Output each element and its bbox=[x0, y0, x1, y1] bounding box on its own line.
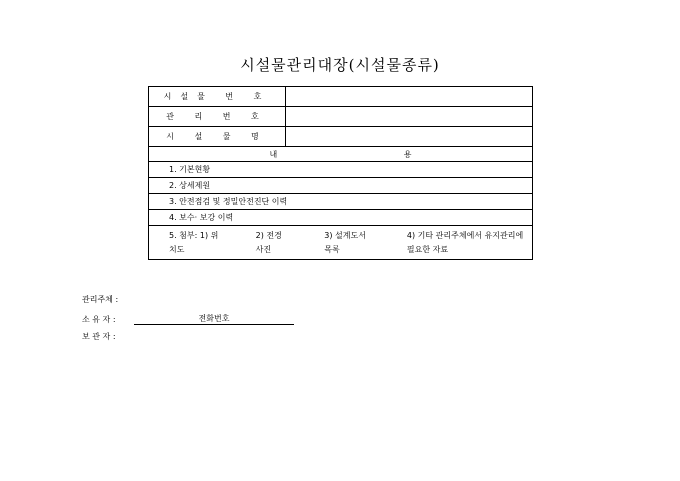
owner-field bbox=[82, 313, 294, 325]
facility-number-value[interactable] bbox=[286, 87, 532, 106]
facility-number-row bbox=[149, 87, 532, 107]
manager-field bbox=[82, 294, 132, 305]
management-number-value[interactable] bbox=[286, 107, 532, 126]
attachment-other-materials: 4) 기타 관리주체에서 유지관리에 필요한 자료 bbox=[406, 231, 524, 254]
attachments-section bbox=[149, 226, 532, 259]
content-item-inspection-history: 3. 안전점검 및 정밀안전진단 이력 bbox=[149, 194, 532, 210]
facility-register-table bbox=[148, 86, 533, 260]
keeper-label: 보 관 자 : bbox=[82, 332, 116, 341]
phone-label: 전화번호 bbox=[198, 314, 230, 323]
content-item-basic-status: 1. 기본현황 bbox=[149, 162, 532, 178]
owner-phone-line[interactable] bbox=[134, 313, 294, 325]
document-title: 시설물관리대장(시설물종류) bbox=[240, 56, 440, 74]
owner-label: 소 유 자 : bbox=[82, 314, 116, 324]
attachment-design-docs: 3) 설계도서 목록 bbox=[324, 231, 366, 254]
content-item-repair-history: 4. 보수· 보강 이력 bbox=[149, 210, 532, 226]
facility-name-value[interactable] bbox=[286, 127, 532, 146]
keeper-field bbox=[82, 331, 132, 342]
content-header: 내 용 bbox=[149, 147, 532, 162]
management-number-label: 관 리 번 호 bbox=[149, 107, 286, 126]
facility-name-row bbox=[149, 127, 532, 147]
facility-name-label: 시 설 물 명 bbox=[149, 127, 286, 146]
content-item-detailed-specs: 2. 상세제원 bbox=[149, 178, 532, 194]
manager-label: 관리주체 : bbox=[82, 295, 119, 304]
attachment-location-map: 5. 첨부: 1) 위치도 bbox=[169, 231, 219, 254]
attachment-photos: 2) 전경사진 bbox=[255, 231, 282, 254]
management-number-row bbox=[149, 107, 532, 127]
facility-number-label: 시설물 번 호 bbox=[149, 87, 286, 106]
